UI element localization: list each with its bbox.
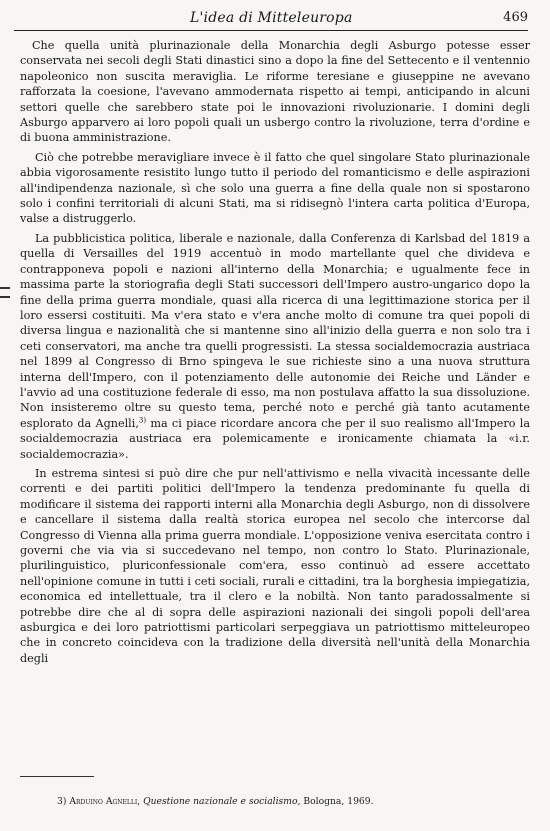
margin-mark xyxy=(0,287,10,298)
footnote-divider xyxy=(20,776,94,777)
paragraph-4: In estrema sintesi si può dire che pur nell'attivismo e nella vivacità incessante delle correnti e dei partiti politici dell'Impero la tendenza predominante fu quella di modificare il sistema dei rapporti interni alla Monarchia degli Asburgo, non di dissolvere e cancellare il sistema dalla realtà storica europea nel secolo che intercorse dal Congresso di Vienna alla prima guerra mondiale. L'opposizione veniva esercitata contro i governi che via via si succedevano nel tempo, non contro lo Stato. Plurinazionale, plurilinguistico, pluriconfessionale com'era, esso continuò ad essere accettato nell'opinione comune in tutti i ceti sociali, rurali e cittadini, tra la borghesia impiegatizia, economica ed intellettuale, tra il clero e la nobiltà. Non tanto paradossalmente si potrebbe dire che al di sopra delle aspirazioni nazionali dei singoli popoli dell'area asburgica e dei loro patriottismi particolari serpeggiava un patriottismo mitteleuropeo che in concreto coincideva con la tradizione della diversità nell'unità della Monarchia degli xyxy=(20,466,530,665)
paragraph-3 xyxy=(20,231,530,462)
footnote-author: Arduino Agnelli, xyxy=(69,796,141,807)
paragraph-3-text-continued: ma ci piace ricordare ancora che per il suo realismo all'Impero la socialdemocrazia austriaca era polemicamente e ironicamente chiamata la «i.r. socialdemocrazia». xyxy=(20,416,530,461)
running-title: L'idea di Mitteleuropa xyxy=(190,10,353,26)
paragraph-3-text: La pubblicistica politica, liberale e nazionale, dalla Conferenza di Karlsbad del 1819 a quella di Versailles del 1919 accentuò in modo martellante quel che divideva e contrapponeva popoli e nazioni all'interno della Monarchia; e ugualmente fece in massima parte la storiografia degli Stati successori dell'Impero austro-ungarico dopo la fine della prima guerra mondiale, quasi alla ricerca di una legittimazione storica per il loro essersi costituiti. Ma v'era stato e v'era anche molto di comune tra quei popoli di diversa lingua e nazionalità che si mantenne sino all'inizio della guerra e non solo tra i ceti conservatori, ma anche tra quelli progressisti. La stessa socialdemocrazia austriaca nel 1899 al Congresso di Brno spingeva le sue richieste sino a una nuova struttura interna dell'Impero, con il potenziamento delle autonomie dei Reiche und Länder e l'avvio ad una costituzione federale di esso, ma non postulava affatto la sua dissoluzione. Non insisteremo oltre su questo tema, perché noto e perché già tanto acutamente esplorato da Agnelli, xyxy=(20,231,530,430)
paragraph-1: Che quella unità plurinazionale della Monarchia degli Asburgo potesse esser conservata nei secoli degli Stati dinastici sino a dopo la fine del Settecento e il ventennio napoleonico non suscita meraviglia. Le riforme teresiane e giuseppine ne avevano rafforzata la coesione, l'avevano ammodernata rispetto ai tempi, anticipando in alcuni settori quelle che sarebbero state poi le innovazioni rivoluzionarie. I domini degli Asburgo apparvero ai loro popoli quali un usbergo contro la rivoluzione, terra d'ordine e di buona amministrazione. xyxy=(20,39,530,145)
footnote-reference[interactable]: 3) xyxy=(138,416,147,425)
paragraph-2: Ciò che potrebbe meravigliare invece è il fatto che quel singolare Stato plurinazionale abbia vigorosamente resistito lungo tutto il periodo del romanticismo e delle aspirazioni all'indipendenza nazionale, sì che solo una guerra a fine della quale non si spostarono solo i confini territoriali di alcuni Stati, ma si ridisegnò l'intera carta politica d'Europa, valse a distruggerlo. xyxy=(20,150,530,226)
footnote-publisher: Bologna, 1969. xyxy=(303,796,374,807)
page-number: 469 xyxy=(503,10,528,25)
running-header xyxy=(14,8,528,31)
footnote-marker: 3) xyxy=(57,796,67,807)
footnote-title: Questione nazionale e socialismo, xyxy=(143,796,301,807)
body-text xyxy=(20,38,530,670)
footnote xyxy=(57,796,527,808)
